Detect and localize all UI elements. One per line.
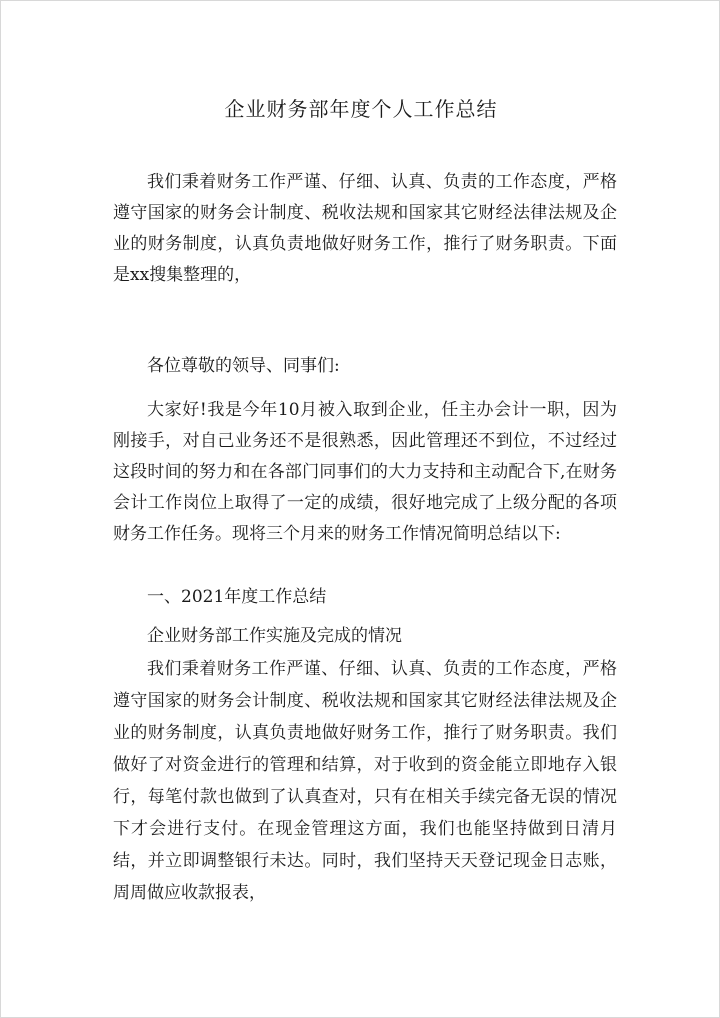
paragraph-hello-text: 大家好!我是今年10月被入取到企业，任主办会计一职，因为刚接手，对自己业务还不是很熟悉，因此管理还不到位，不过经过这段时间的努力和在各部门同事们的大力支持和主动配合下,在财务会计工作岗位上取得了一定的成绩，很好地完成了上级分配的各项财务工作任务。现将三个月来的财务工作情况简明总结以下: xyxy=(113,400,617,544)
paragraph-greeting-text: 各位尊敬的领导、同事们: xyxy=(147,356,340,376)
paragraph-detail-text: 我们秉着财务工作严谨、仔细、认真、负责的工作态度，严格遵守国家的财务会计制度、税收法规和国家其它财经法律法规及企业的财务制度，认真负责地做好财务工作，推行了财务职责。我们做好了对资金进行的管理和结算，对于收到的资金能立即地存入银行，每笔付款也做到了认真查对，只有在相关手续完备无误的情况下才会进行支付。在现金管理这方面，我们也能坚持做到日清月结，并立即调整银行未达。同时，我们坚持天天登记现金日志账，周周做应收款报表， xyxy=(113,659,617,903)
document-title: 企业财务部年度个人工作总结 xyxy=(224,97,498,121)
paragraph-greeting xyxy=(113,351,617,382)
section-heading-1 xyxy=(113,582,617,613)
paragraph-hello xyxy=(113,395,617,550)
subheading-1 xyxy=(113,621,617,652)
paragraph-intro xyxy=(113,167,617,291)
paragraph-intro-text: 我们秉着财务工作严谨、仔细、认真、负责的工作态度，严格遵守国家的财务会计制度、税收法规和国家其它财经法律法规及企业的财务制度，认真负责地做好财务工作，推行了财务职责。下面是xx搜集整理的， xyxy=(113,172,617,285)
subheading-1-text: 企业财务部工作实施及完成的情况 xyxy=(147,626,402,646)
section-heading-1-text: 一、2021年度工作总结 xyxy=(147,587,327,607)
paragraph-detail xyxy=(113,653,617,909)
